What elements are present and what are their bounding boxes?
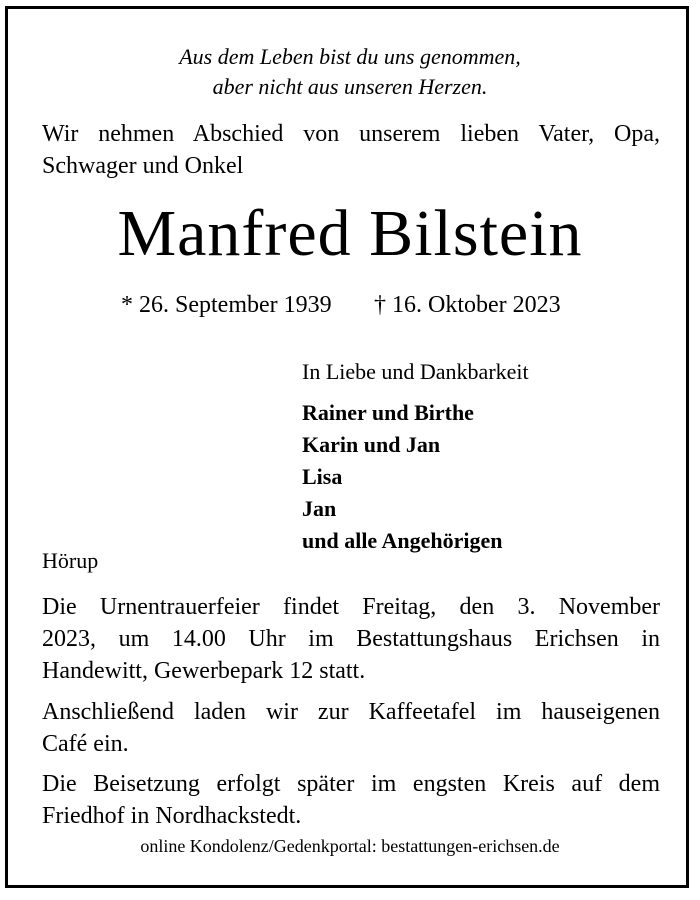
paragraph-line: Café ein. [42, 731, 129, 757]
paragraph-line: Anschließend laden wir zur Kaffeetafel im hauseigenen [42, 699, 660, 725]
burial-paragraph [42, 768, 660, 832]
mourner-name: Rainer und Birthe [302, 400, 474, 425]
motto-line-2: aber nicht aus unseren Herzen. [212, 74, 488, 99]
mourners-intro: In Liebe und Dankbarkeit [302, 359, 529, 384]
motto-line-1: Aus dem Leben bist du uns genommen, [179, 44, 521, 69]
place-name: Hörup [42, 548, 99, 573]
mourner-name: Jan [302, 496, 337, 521]
mourner-name: Lisa [302, 464, 343, 489]
paragraph-line: Die Beisetzung erfolgt später im engsten Kreis auf dem [42, 771, 660, 797]
mourner-name: und alle Angehörigen [302, 528, 503, 553]
birth-date: * 26. September 1939 [121, 292, 332, 318]
paragraph-line: 2023, um 14.00 Uhr im Bestattungshaus Erichsen in [42, 626, 660, 652]
paragraph-line: Handewitt, Gewerbepark 12 statt. [42, 658, 366, 684]
deceased-name: Manfred Bilstein [117, 197, 583, 270]
intro-line-1: Wir nehmen Abschied von unserem lieben Vater, Opa, [42, 121, 660, 147]
death-date: † 16. Oktober 2023 [374, 292, 561, 318]
paragraph-line: Friedhof in Nordhackstedt. [42, 803, 302, 829]
mourner-name: Karin und Jan [302, 432, 441, 457]
paragraph-line: Die Urnentrauerfeier findet Freitag, den 3. November [42, 594, 660, 620]
intro-line-2: Schwager und Onkel [42, 153, 244, 179]
reception-paragraph [42, 696, 660, 760]
condolence-portal-text: online Kondolenz/Gedenkportal: bestattungen-erichsen.de [140, 836, 560, 856]
funeral-info-paragraph [42, 591, 660, 687]
